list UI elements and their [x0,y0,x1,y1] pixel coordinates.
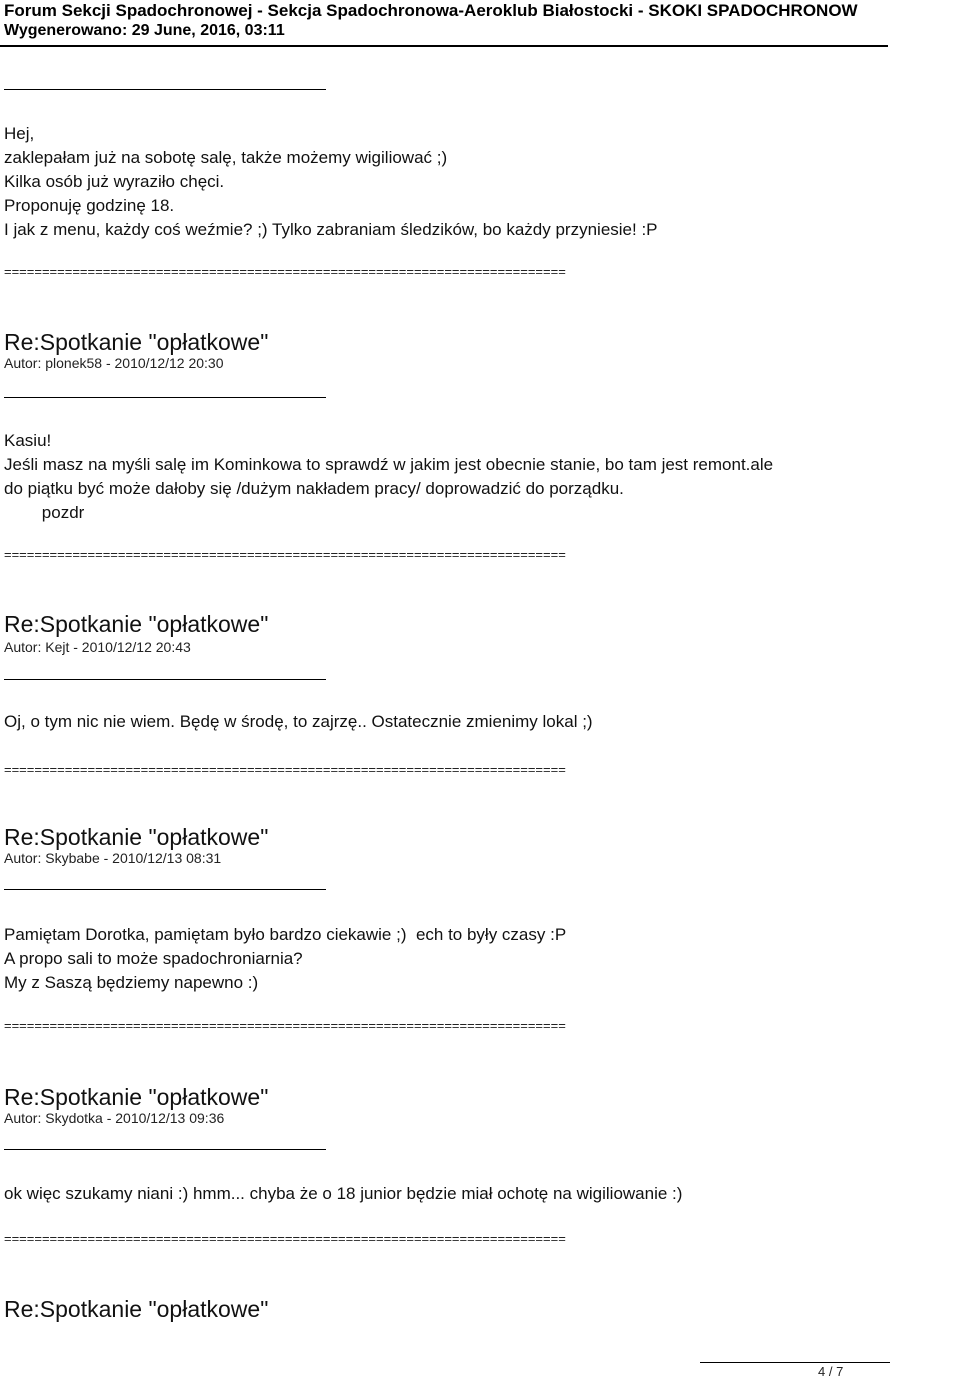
post-body-line: do piątku być może dałoby się /dużym nakładem pracy/ doprowadzić do porządku. [4,479,624,498]
post-body-line: pozdr [4,503,85,522]
post-title: Re:Spotkanie "opłatkowe" [4,329,269,355]
post-divider [4,679,326,680]
post-body-line: Proponuję godzinę 18. [4,196,175,215]
post-body-line: zaklepałam już na sobotę salę, także możemy wigiliować ;) [4,148,448,167]
post-author-meta: Autor: Skydotka - 2010/12/13 09:36 [4,1110,225,1126]
site-title: Forum Sekcji Spadochronowej - Sekcja Spadochronowa-Aeroklub Białostocki - SKOKI SPADOCHRONOW [4,1,858,20]
post-body-line: Jeśli masz na myśli salę im Kominkowa to sprawdź w jakim jest obecnie stanie, bo tam jest remont.ale [4,455,774,474]
post-body-line: My z Saszą będziemy napewno :) [4,973,259,992]
post-divider [4,397,326,398]
post-body-line: Oj, o tym nic nie wiem. Będę w środę, to zajrzę.. Ostatecznie zmienimy lokal ;) [4,712,593,731]
post-separator: ========================================================================== [4,1018,566,1033]
post-author-meta: Autor: Kejt - 2010/12/12 20:43 [4,639,191,655]
post-title: Re:Spotkanie "opłatkowe" [4,1084,269,1110]
post-body-line: Kilka osób już wyraziło chęci. [4,172,225,191]
post-separator: ========================================================================== [4,547,566,562]
post-author-meta: Autor: Skybabe - 2010/12/13 08:31 [4,850,222,866]
post-title: Re:Spotkanie "opłatkowe" [4,824,269,850]
post-separator: ========================================================================== [4,762,566,777]
header-divider [0,45,888,47]
footer-divider [700,1362,890,1363]
post-body-line: Hej, [4,124,35,143]
post-divider [4,1149,326,1150]
post-body-line: Pamiętam Dorotka, pamiętam było bardzo ciekawie ;) ech to były czasy :P [4,925,567,944]
post-divider [4,89,326,90]
page-number: 4 / 7 [818,1364,844,1379]
generated-timestamp: Wygenerowano: 29 June, 2016, 03:11 [4,22,285,39]
post-divider [4,889,326,890]
post-title: Re:Spotkanie "opłatkowe" [4,611,269,637]
post-author-meta: Autor: plonek58 - 2010/12/12 20:30 [4,355,224,371]
post-title: Re:Spotkanie "opłatkowe" [4,1296,269,1322]
post-separator: ========================================================================== [4,264,566,279]
post-separator: ========================================================================== [4,1231,566,1246]
post-body-line: I jak z menu, każdy coś weźmie? ;) Tylko zabraniam śledzików, bo każdy przyniesie! :P [4,220,658,239]
post-body-line: Kasiu! [4,431,52,450]
post-body-line: ok więc szukamy niani :) hmm... chyba że o 18 junior będzie miał ochotę na wigiliowanie :) [4,1184,683,1203]
post-body-line: A propo sali to może spadochroniarnia? [4,949,303,968]
